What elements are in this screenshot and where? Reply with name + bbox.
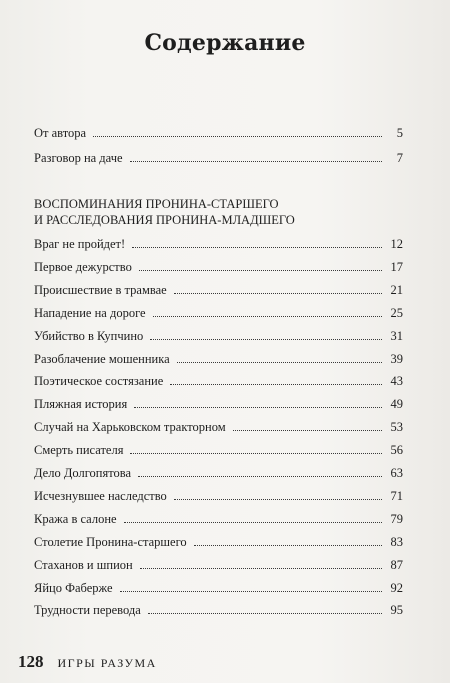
- toc-entry-page: 71: [390, 488, 403, 503]
- toc-entry-label: Кража в салоне: [34, 511, 117, 526]
- toc-entry[interactable]: [34, 373, 403, 389]
- toc-entry-page: 25: [390, 305, 403, 320]
- toc-entry[interactable]: [34, 580, 403, 596]
- leader-dots: [134, 407, 382, 408]
- toc-entry-page: 95: [390, 603, 403, 618]
- toc-entry-label: Случай на Харьковском тракторном: [34, 420, 226, 435]
- toc-entry-label: Поэтическое состязание: [34, 374, 164, 389]
- page-title: Содержание: [144, 30, 306, 56]
- leader-dots: [130, 453, 382, 454]
- running-title: ИГРЫ РАЗУМА: [57, 656, 157, 670]
- toc-entry[interactable]: [34, 602, 403, 618]
- toc-entry-page: 87: [390, 557, 403, 572]
- toc-entry[interactable]: [34, 419, 403, 435]
- toc-entry-label: Враг не пройдет!: [34, 237, 126, 251]
- toc-entry-label: Убийство в Купчино: [34, 328, 144, 343]
- leader-dots: [140, 568, 382, 569]
- leader-dots: [148, 613, 382, 614]
- toc-entry[interactable]: [34, 557, 403, 573]
- toc-entry-label: Пляжная история: [34, 397, 128, 412]
- section-heading-line: ВОСПОМИНАНИЯ ПРОНИНА-СТАРШЕГО: [34, 197, 279, 211]
- section-heading-line: И РАССЛЕДОВАНИЯ ПРОНИНА-МЛАДШЕГО: [34, 213, 295, 227]
- leader-dots: [124, 522, 382, 523]
- toc-entry-page: 83: [390, 534, 403, 549]
- toc-entry[interactable]: [34, 351, 403, 367]
- toc-entry-page: 92: [390, 580, 403, 595]
- leader-dots: [120, 591, 382, 592]
- leader-dots: [139, 270, 382, 271]
- toc-entry-page: 7: [396, 151, 403, 165]
- leader-dots: [93, 136, 382, 137]
- toc-entry-label: Смерть писателя: [34, 443, 124, 458]
- toc-entry-page: 12: [390, 237, 403, 251]
- toc-entry-page: 5: [396, 126, 403, 140]
- toc-entry-label: Яйцо Фаберже: [34, 580, 113, 595]
- leader-dots: [132, 247, 382, 248]
- toc-entry[interactable]: [34, 328, 403, 344]
- toc-entry-label: Столетие Пронина-старшего: [34, 534, 187, 549]
- leader-dots: [150, 339, 382, 340]
- toc-entry-page: 43: [390, 374, 403, 389]
- toc-entry-label: Разоблачение мошенника: [34, 351, 170, 366]
- toc-entry[interactable]: [34, 236, 403, 252]
- toc-entry[interactable]: [34, 305, 403, 321]
- toc-entry[interactable]: [34, 125, 403, 141]
- leader-dots: [177, 362, 382, 363]
- toc-entry[interactable]: [34, 465, 403, 481]
- toc-entry-label: Дело Долгопятова: [34, 466, 132, 480]
- toc-entry-page: 53: [390, 420, 403, 435]
- toc-entry[interactable]: [34, 511, 403, 527]
- toc-entry[interactable]: [34, 282, 403, 298]
- toc-entry-label: Первое дежурство: [34, 259, 132, 274]
- section-heading: [34, 196, 403, 228]
- toc-entry-page: 49: [390, 397, 403, 412]
- leader-dots: [170, 384, 382, 385]
- leader-dots: [130, 161, 382, 162]
- toc-entry-label: Происшествие в трамвае: [34, 282, 167, 297]
- toc-entry-page: 63: [390, 466, 403, 480]
- toc-entry-page: 17: [390, 259, 403, 274]
- toc-entry-page: 21: [390, 282, 403, 297]
- page-footer: [18, 652, 157, 672]
- toc-entry[interactable]: [34, 488, 403, 504]
- toc-entry[interactable]: [34, 396, 403, 412]
- leader-dots: [174, 293, 382, 294]
- toc-entry-page: 39: [390, 351, 403, 366]
- leader-dots: [138, 476, 382, 477]
- toc-entry[interactable]: [34, 150, 403, 166]
- leader-dots: [153, 316, 382, 317]
- toc-entry-label: Трудности перевода: [34, 603, 141, 618]
- toc-entry[interactable]: [34, 259, 403, 275]
- toc-entry-label: От автора: [34, 126, 87, 140]
- toc-entry[interactable]: [34, 442, 403, 458]
- toc-entry-label: Нападение на дороге: [34, 305, 146, 320]
- toc-entry-page: 31: [390, 328, 403, 343]
- toc-entry-page: 79: [390, 511, 403, 526]
- toc-entry-label: Исчезнувшее наследство: [34, 488, 167, 503]
- leader-dots: [233, 430, 382, 431]
- leader-dots: [194, 545, 382, 546]
- toc-entry-label: Разговор на даче: [34, 151, 123, 165]
- toc-entry-page: 56: [390, 443, 403, 458]
- toc-entry-label: Стаханов и шпион: [34, 557, 133, 572]
- page-number: 128: [18, 652, 44, 671]
- toc-entry[interactable]: [34, 534, 403, 550]
- leader-dots: [174, 499, 382, 500]
